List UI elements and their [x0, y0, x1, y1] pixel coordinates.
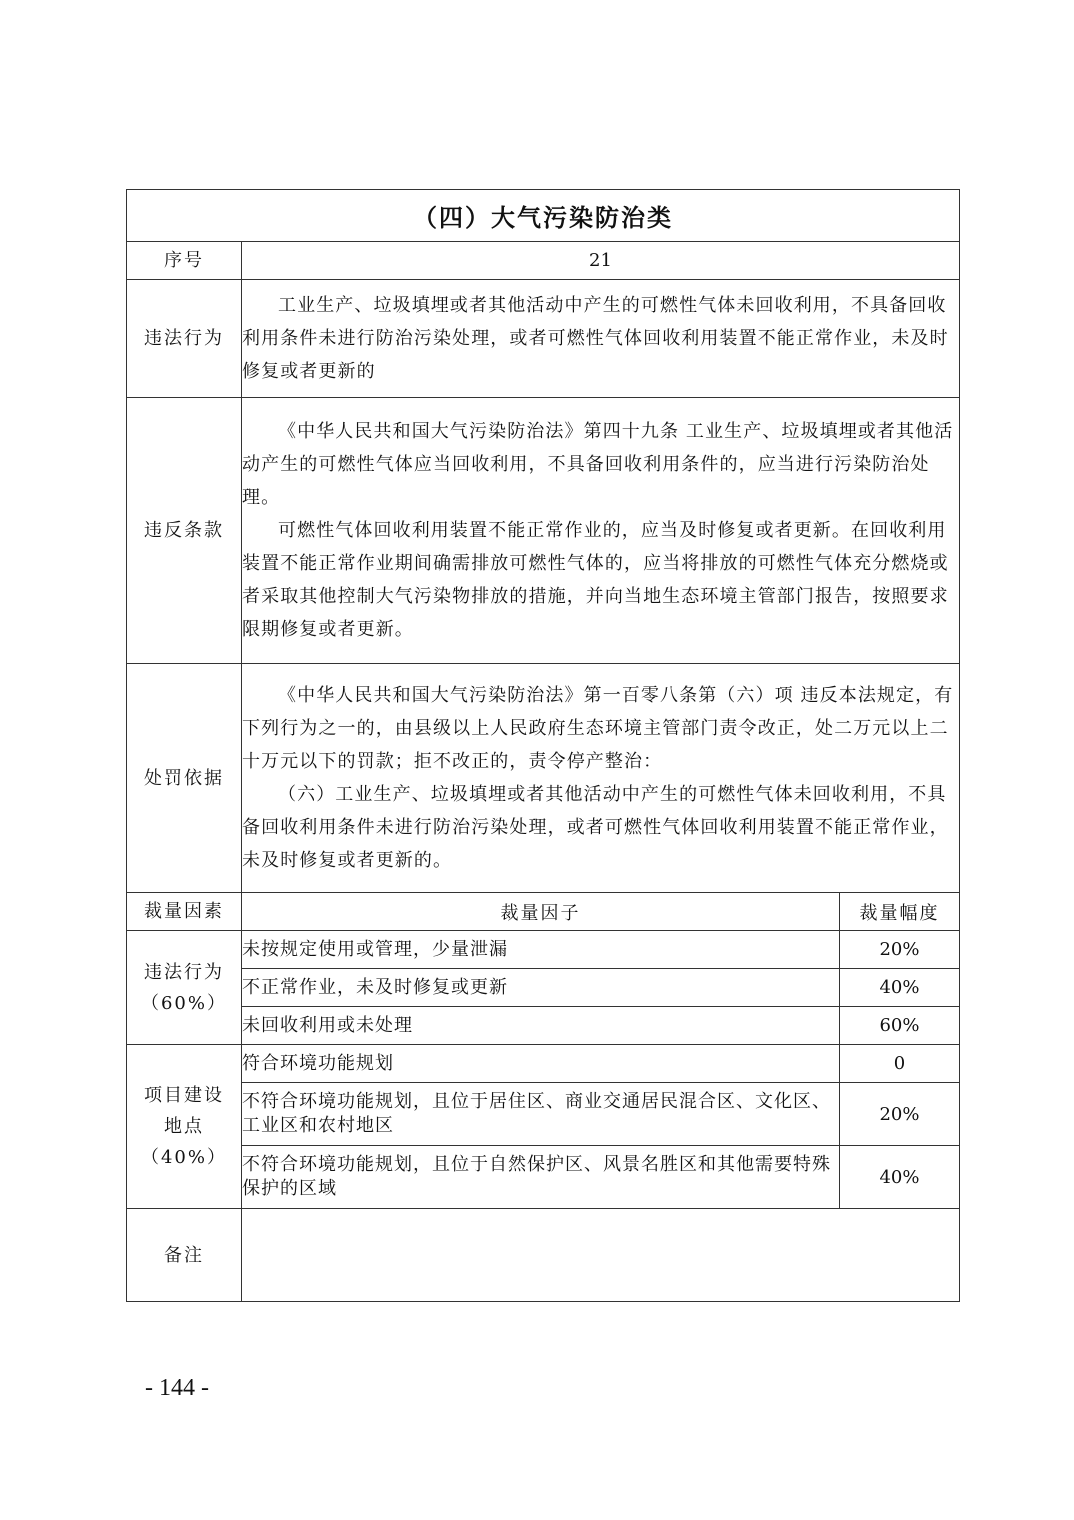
factor-text: 不正常作业，未及时修复或更新	[242, 969, 840, 1007]
factor-text: 不符合环境功能规划，且位于自然保护区、风景名胜区和其他需要特殊保护的区域	[242, 1146, 840, 1209]
penalty-discretion-table	[126, 189, 960, 1302]
factor-pct: 40%	[840, 969, 960, 1007]
range-header: 裁量幅度	[840, 893, 960, 931]
group-violation-label-line2: （60%）	[140, 992, 227, 1014]
group-location-label-line1: 项目建设	[144, 1085, 224, 1106]
seq-label: 序号	[127, 242, 242, 280]
seq-value: 21	[242, 242, 960, 280]
group-violation-label	[127, 931, 242, 1045]
clause-paragraph-1: 《中华人民共和国大气污染防治法》第四十九条 工业生产、垃圾填埋或者其他活动产生的可燃性气体应当回收利用，不具备回收利用条件的，应当进行污染防治处理。	[242, 421, 954, 508]
penalty-paragraph-1: 《中华人民共和国大气污染防治法》第一百零八条第（六）项 违反本法规定，有下列行为之一的，由县级以上人民政府生态环境主管部门责令改正，处二万元以上二十万元以下的罚款；拒不改正的，责令停产整治：	[242, 685, 954, 772]
clause-text-cell	[242, 398, 960, 664]
clause-label: 违反条款	[127, 398, 242, 664]
factor-pct: 40%	[840, 1146, 960, 1209]
factor-header: 裁量因子	[242, 893, 840, 931]
penalty-text-cell	[242, 664, 960, 893]
penalty-paragraph-2: （六）工业生产、垃圾填埋或者其他活动中产生的可燃性气体未回收利用，不具备回收利用条件未进行防治污染处理，或者可燃性气体回收利用装置不能正常作业，未及时修复或者更新的。	[242, 784, 949, 871]
factor-pct: 20%	[840, 1083, 960, 1146]
factor-text: 不符合环境功能规划，且位于居住区、商业交通居民混合区、文化区、工业区和农村地区	[242, 1083, 840, 1146]
page-number: - 144 -	[145, 1375, 209, 1401]
group-location-label	[127, 1045, 242, 1209]
group-location-label-line2: 地点	[164, 1116, 204, 1137]
violation-text-cell	[242, 280, 960, 398]
section-title: （四）大气污染防治类	[127, 190, 960, 242]
factor-text: 未按规定使用或管理，少量泄漏	[242, 931, 840, 969]
clause-paragraph-2: 可燃性气体回收利用装置不能正常作业的，应当及时修复或者更新。在回收利用装置不能正常作业期间确需排放可燃性气体的，应当将排放的可燃性气体充分燃烧或者采取其他控制大气污染物排放的措施，并向当地生态环境主管部门报告，按照要求限期修复或者更新。	[242, 520, 949, 640]
violation-label: 违法行为	[127, 280, 242, 398]
factor-text: 符合环境功能规划	[242, 1045, 840, 1083]
factor-text: 未回收利用或未处理	[242, 1007, 840, 1045]
factor-pct: 20%	[840, 931, 960, 969]
factor-label-header: 裁量因素	[127, 893, 242, 931]
factor-pct: 0	[840, 1045, 960, 1083]
factor-pct: 60%	[840, 1007, 960, 1045]
group-violation-label-line1: 违法行为	[144, 961, 224, 983]
note-text	[242, 1209, 960, 1302]
note-label: 备注	[127, 1209, 242, 1302]
penalty-basis-label: 处罚依据	[127, 664, 242, 893]
group-location-label-line3: （40%）	[140, 1147, 227, 1168]
violation-text: 工业生产、垃圾填埋或者其他活动中产生的可燃性气体未回收利用，不具备回收利用条件未进行防治污染处理，或者可燃性气体回收利用装置不能正常作业，未及时修复或者更新的	[242, 295, 949, 382]
